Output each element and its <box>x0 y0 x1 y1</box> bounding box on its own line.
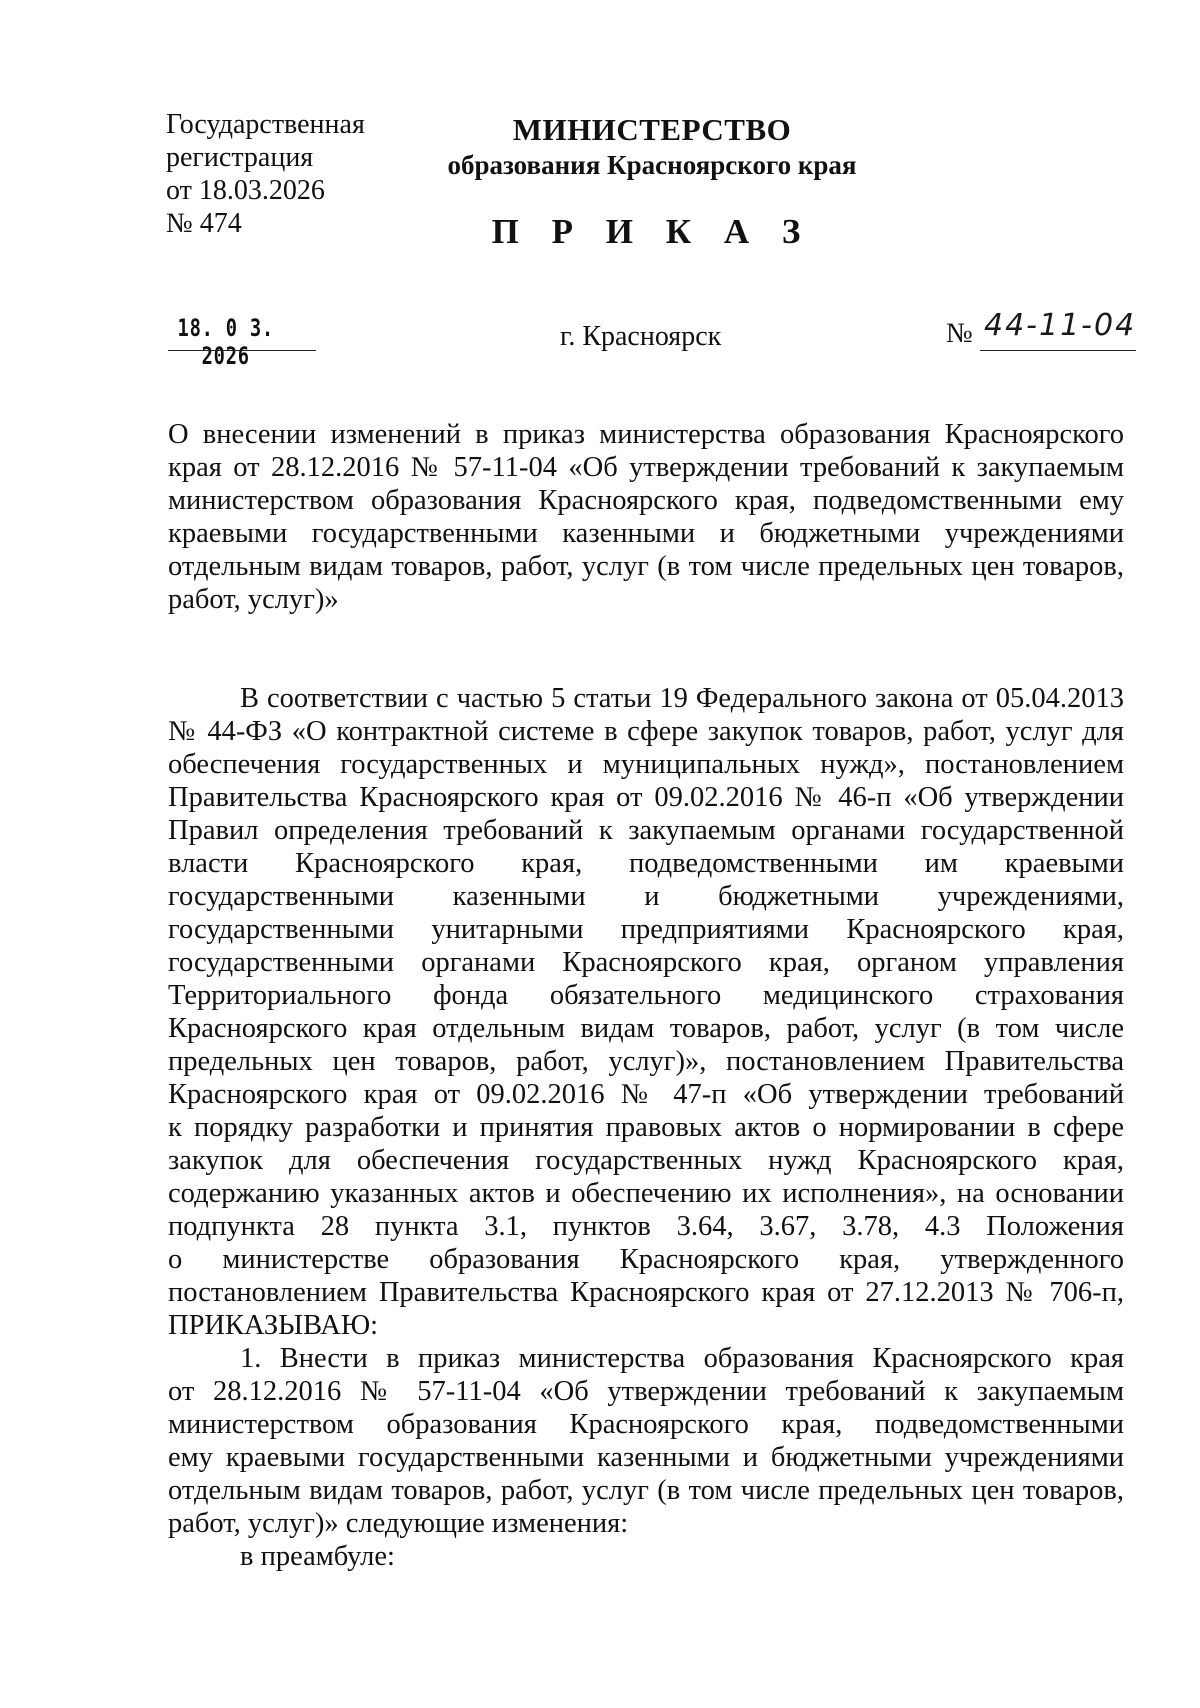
body-line: Красноярского края от 09.02.2016 № 47-п «Об утверждении требований <box>168 1079 1124 1110</box>
ministry-title: МИНИСТЕРСТВО <box>512 112 792 147</box>
document-type-title: П Р И К А З <box>491 212 813 251</box>
body-line: Правил определения требований к закупаемым органами государственной <box>168 815 1124 846</box>
body-line: ему краевыми государственными казенными и бюджетными учреждениями <box>168 1442 1124 1473</box>
registration-line: Государственная <box>166 109 365 140</box>
body-line: министерством образования Красноярского края, подведомственными <box>168 1409 1124 1440</box>
body-line: государственными казенными и бюджетными учреждениями, <box>168 881 1124 912</box>
body-line: от 28.12.2016 № 57-11-04 «Об утверждении требований к закупаемым <box>168 1376 1124 1407</box>
order-number-label: № <box>946 318 973 349</box>
order-date: 18. 0 3. 2026 <box>177 314 274 370</box>
order-number-handwritten: 44-11-04 <box>984 308 1137 343</box>
body-line: Красноярского края отдельным видам товаров, работ, услуг (в том числе <box>168 1013 1124 1044</box>
order-city: г. Красноярск <box>560 321 722 352</box>
body-line-order-word: ПРИКАЗЫВАЮ: <box>168 1310 379 1341</box>
title-line: министерством образования Красноярского края, подведомственными ему <box>168 485 1124 516</box>
title-line: О внесении изменений в приказ министерства образования Красноярского <box>168 419 1124 450</box>
order-title-block <box>168 418 1124 616</box>
body-line: государственными органами Красноярского края, органом управления <box>168 947 1124 978</box>
body-line: подпункта 28 пункта 3.1, пунктов 3.64, 3.67, 3.78, 4.3 Положения <box>168 1211 1124 1242</box>
title-line: работ, услуг)» <box>168 584 339 615</box>
order-body-block <box>168 682 1124 1573</box>
body-line: предельных цен товаров, работ, услуг)», постановлением Правительства <box>168 1046 1124 1077</box>
body-line: Территориального фонда обязательного медицинского страхования <box>168 980 1124 1011</box>
body-line: власти Красноярского края, подведомственными им краевыми <box>168 848 1124 879</box>
body-line-item-1: 1. Внести в приказ министерства образования Красноярского края <box>240 1343 1124 1374</box>
body-line: государственными унитарными предприятиями Красноярского края, <box>168 914 1124 945</box>
body-line: В соответствии с частью 5 статьи 19 Федерального закона от 05.04.2013 <box>240 683 1124 714</box>
order-number-underline <box>980 350 1136 351</box>
body-line: о министерстве образования Красноярского края, утвержденного <box>168 1244 1124 1275</box>
ministry-subtitle: образования Красноярского края <box>447 150 857 180</box>
body-line: работ, услуг)» следующие изменения: <box>168 1508 629 1539</box>
body-line: содержанию указанных актов и обеспечению их исполнения», на основании <box>168 1178 1124 1209</box>
body-line: постановлением Правительства Красноярского края от 27.12.2013 № 706-п, <box>168 1277 1124 1308</box>
registration-stamp <box>166 108 365 240</box>
title-line: краевыми государственными казенными и бюджетными учреждениями <box>168 518 1124 549</box>
registration-date: от 18.03.2026 <box>166 175 325 206</box>
body-line: обеспечения государственных и муниципальных нужд», постановлением <box>168 749 1124 780</box>
body-line: закупок для обеспечения государственных нужд Красноярского края, <box>168 1145 1124 1176</box>
title-line: края от 28.12.2016 № 57-11-04 «Об утверждении требований к закупаемым <box>168 452 1124 483</box>
body-line: в преамбуле: <box>240 1541 395 1572</box>
body-line: к порядку разработки и принятия правовых актов о нормировании в сфере <box>168 1112 1124 1143</box>
registration-number: № 474 <box>166 208 242 239</box>
body-line: Правительства Красноярского края от 09.02.2016 № 46-п «Об утверждении <box>168 782 1124 813</box>
registration-line: регистрация <box>166 142 314 173</box>
order-date-underline <box>168 350 316 351</box>
body-line: № 44-ФЗ «О контрактной системе в сфере закупок товаров, работ, услуг для <box>168 716 1124 747</box>
body-line: отдельным видам товаров, работ, услуг (в том числе предельных цен товаров, <box>168 1475 1124 1506</box>
title-line: отдельным видам товаров, работ, услуг (в том числе предельных цен товаров, <box>168 551 1124 582</box>
